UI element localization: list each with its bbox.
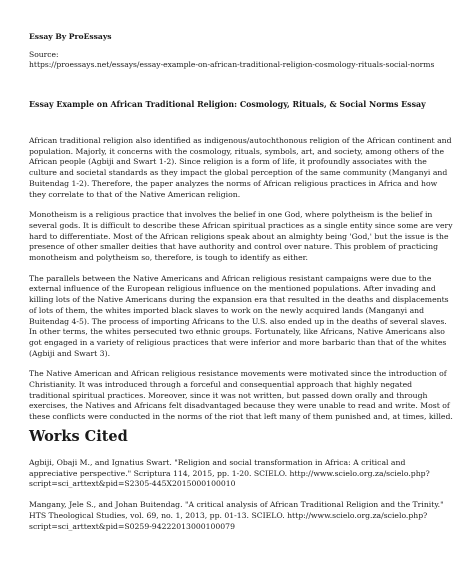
source-url[interactable]: https://proessays.net/essays/essay-example-on-african-traditional-religion-cosmology-rituals-social-norms (29, 60, 435, 69)
essay-body (29, 136, 453, 433)
citation-2: Mangany, Jele S., and Johan Buitendag. "A critical analysis of African Traditional Religion and the Trinity." HTS Theological Studies, vol. 69, no. 1, 2013, pp. 01-13. SCIELO. http://www.scielo.org.za/scielo.php?script=sci_arttext&pid=S0259-94222013000100079 (29, 500, 444, 531)
citation-1: Agbiji, Obaji M., and Ignatius Swart. "Religion and social transformation in Africa: A critical and appreciative perspective." Scriptura 114, 2015, pp. 1-20. SCIELO. http://www.scielo.org.za/scielo.php?script=sci_arttext&pid=S2305-445X2015000100010 (29, 458, 430, 489)
brand-title: Essay By ProEssays (29, 32, 112, 41)
works-cited-list (29, 458, 453, 542)
essay-title: Essay Example on African Traditional Religion: Cosmology, Rituals, & Social Norms Essay (29, 100, 426, 109)
paragraph-3: The parallels between the Native Americans and African religious resistant campaigns were due to the external influence of the European religious influence on the mentioned populations. After invading and killing lots of the Native Americans during the expansion era that resulted in the deaths and displacements of lots of them, the whites imported black slaves to work on the newly acquired lands (Manganyi and Buitendag 4-5). The process of importing Africans to the U.S. also ended up in the deaths of several slaves. In other terms, the whites persecuted two ethnic groups. Fortunately, like Africans, Native Americans also got engaged in a variety of religious practices that were inferior and more barbaric than that of the whites (Agbiji and Swart 3). (29, 273, 449, 358)
works-cited-heading: Works Cited (29, 428, 128, 445)
paragraph-4: The Native American and African religious resistance movements were motivated since the introduction of Christianity. It was introduced through a forceful and consequential approach that highly negated traditional spiritual practices. Moreover, since it was not written, but passed down orally and through exercises, the Natives and Africans felt disadvantaged because they were unable to read and write. Most of these conflicts were conducted in the norms of the riot that left many of them punished and, at times, killed. (29, 369, 453, 422)
paragraph-1: African traditional religion also identified as indigenous/autochthonous religion of the African continent and population. Majorly, it concerns with the cosmology, rituals, symbols, art, and society, among others of the African people (Agbiji and Swart 1-2). Since religion is a form of life, it profoundly associates with the culture and societal standards as they impact the global perception of the same community (Manganyi and Buitendag 1-2). Therefore, the paper analyzes the norms of African religious practices in Africa and how they correlate to that of the Native American religion. (29, 136, 452, 199)
paragraph-2: Monotheism is a religious practice that involves the belief in one God, where polytheism is the belief in several gods. It is difficult to describe these African spiritual practices as a single entity since some are very hard to differentiate. Most of the African religions speak about an almighty being 'God,' but the issue is the presence of other smaller deities that have authority and control over nature. This problem of practicing monotheism and polytheism so, therefore, is tough to identify as either. (29, 210, 453, 263)
source-label: Source: (29, 50, 59, 59)
